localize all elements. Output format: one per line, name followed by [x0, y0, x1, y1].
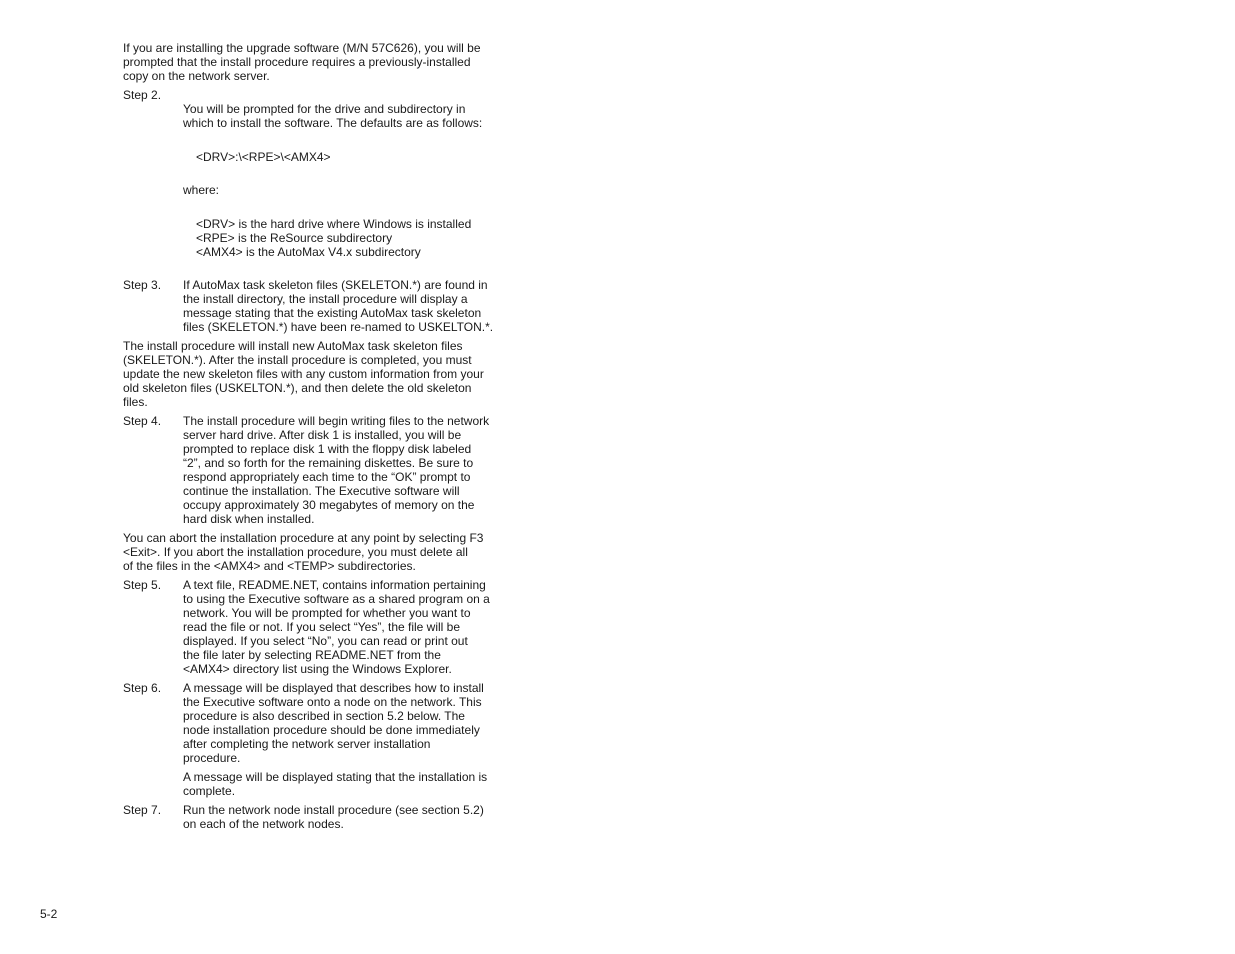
step-5	[123, 578, 509, 676]
step-4-label: Step 4.	[123, 414, 162, 428]
step-6-followup: A message will be displayed stating that the installation is complete.	[183, 770, 488, 798]
step-3	[123, 278, 509, 334]
step-2-label: Step 2.	[123, 88, 162, 102]
step-6	[123, 681, 509, 765]
document-page	[123, 41, 509, 836]
step-7-text: Run the network node install procedure (see section 5.2) on each of the network nodes.	[183, 803, 484, 831]
step-4	[123, 414, 509, 526]
step-6-text: A message will be displayed that describes how to install the Executive software onto a node on the network. This procedure is also described in section 5.2 below. The node installation procedure should be done immediately after completing the network server installation procedure.	[183, 681, 484, 765]
step-3-label: Step 3.	[123, 278, 162, 292]
step-5-text: A text file, README.NET, contains information pertaining to using the Executive software as a shared program on a network. You will be prompted for whether you want to read the file or not. If you select “Yes”, the file will be displayed. If you select “No”, you can read or print out the file later by selecting README.NET from the <AMX4> directory list using the Windows Explorer.	[183, 578, 490, 676]
step-7-label: Step 7.	[123, 803, 162, 817]
step-5-label: Step 5.	[123, 578, 162, 592]
skeleton-note-paragraph: The install procedure will install new AutoMax task skeleton files (SKELETON.*). After the install procedure is completed, you must update the new skeleton files with any custom information from your old skeleton files (USKELTON.*), and then delete the old skeleton files.	[123, 339, 484, 409]
default-path: <DRV>:\<RPE>\<AMX4>	[196, 150, 331, 164]
step-2-body	[183, 88, 509, 273]
step-4-text: The install procedure will begin writing files to the network server hard drive. After disk 1 is installed, you will be prompted to replace disk 1 with the floppy disk labeled “2”, and so forth for the remaining diskettes. Be sure to respond appropriately each time to the “OK” prompt to continue the installation. The Executive software will occupy approximately 30 megabytes of memory on the hard disk when installed.	[183, 414, 490, 526]
path-definitions: <DRV> is the hard drive where Windows is installed <RPE> is the ReSource subdirectory <AMX4> is the AutoMax V4.x subdirectory	[196, 217, 472, 259]
abort-note-paragraph: You can abort the installation procedure at any point by selecting F3 <Exit>. If you abort the installation procedure, you must delete all of the files in the <AMX4> and <TEMP> subdirectories.	[123, 531, 484, 573]
where-label: where:	[183, 183, 220, 197]
step-3-text: If AutoMax task skeleton files (SKELETON.*) are found in the install directory, the install procedure will display a message stating that the existing AutoMax task skeleton files (SKELETON.*) have been re-named to USKELTON.*.	[183, 278, 494, 334]
step-6-label: Step 6.	[123, 681, 162, 695]
step-2	[123, 88, 509, 273]
step-7	[123, 803, 509, 831]
page-number: 5-2	[40, 907, 58, 921]
step-2-text: You will be prompted for the drive and subdirectory in which to install the software. The defaults are as follows:	[183, 102, 483, 130]
intro-paragraph: If you are installing the upgrade software (M/N 57C626), you will be prompted that the install procedure requires a previously-installed copy on the network server.	[123, 41, 481, 83]
